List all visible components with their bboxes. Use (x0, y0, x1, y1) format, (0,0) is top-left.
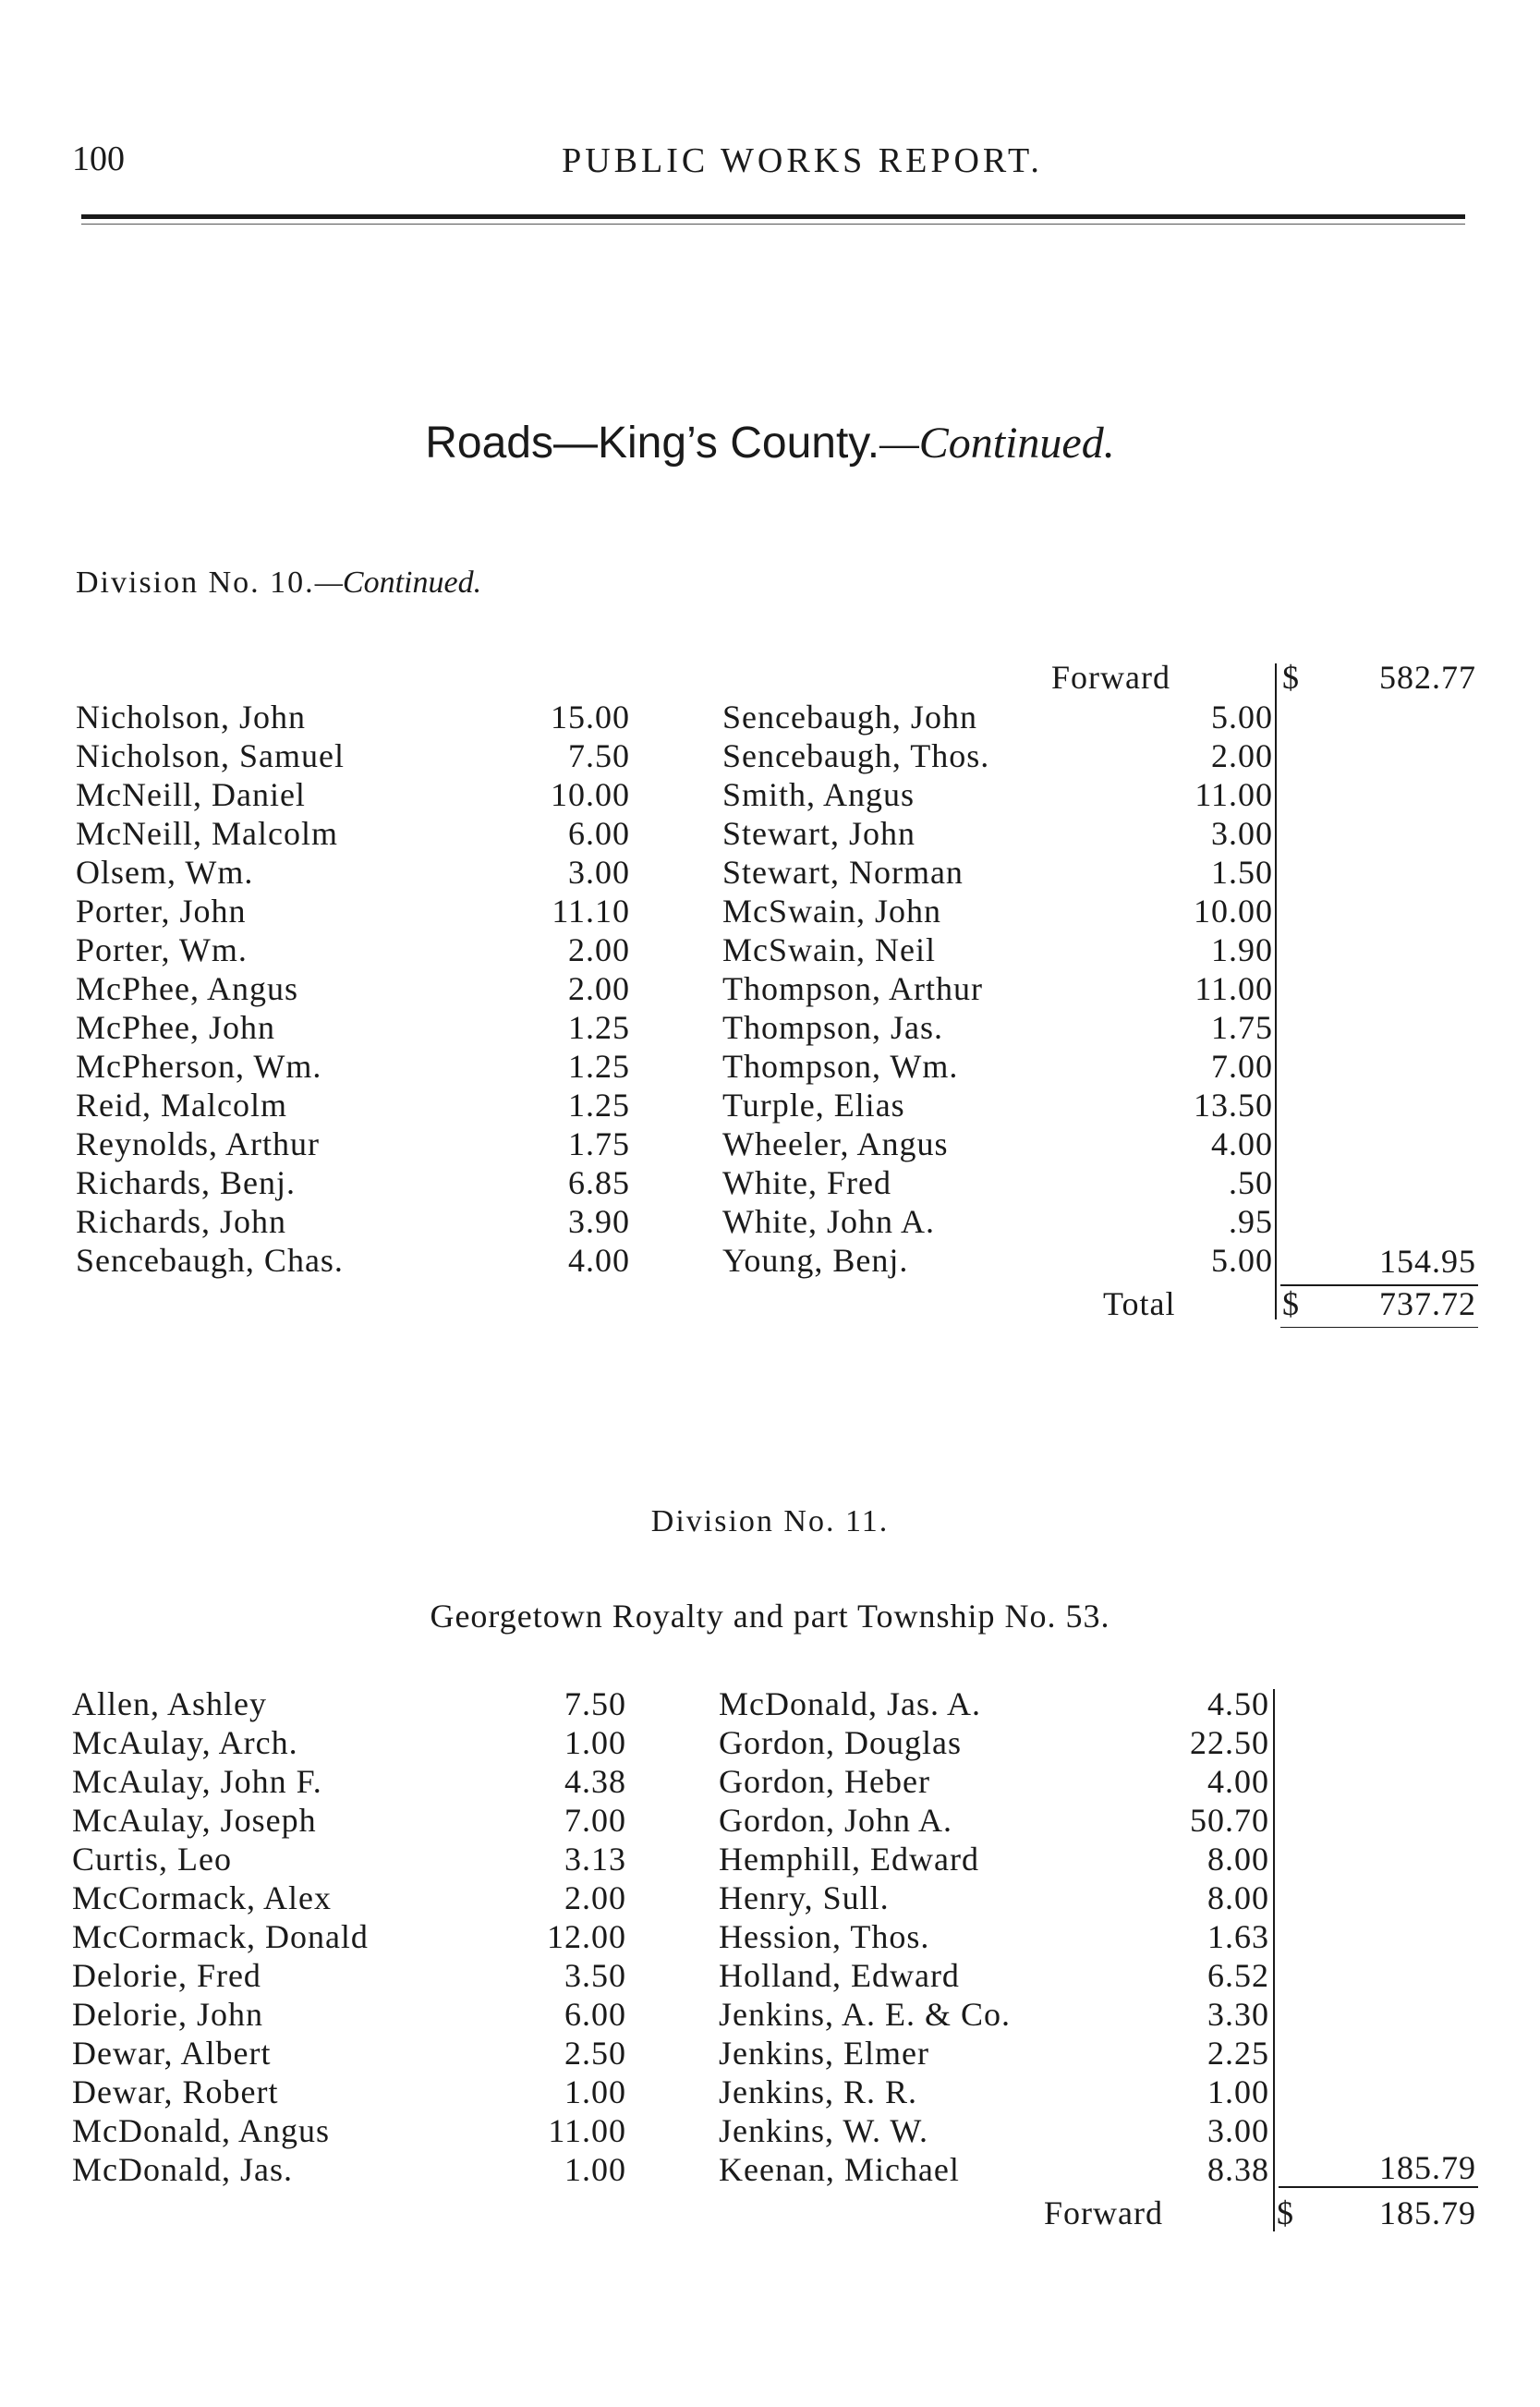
entry-row (76, 775, 630, 814)
entry-row (722, 775, 1277, 814)
entry-amount: 8.38 (1207, 2151, 1269, 2188)
entry-amount: 22.50 (1190, 1724, 1269, 1761)
entry-row (719, 1684, 1273, 1723)
entry-row (722, 1163, 1277, 1202)
entry-name: Turple, Elias (722, 1087, 905, 1124)
entry-row (719, 1801, 1273, 1840)
entry-name: Olsem, Wm. (76, 854, 254, 891)
division-11-subtotal: 185.79 (1379, 2149, 1476, 2186)
forward-dollar: $ (1282, 659, 1300, 696)
entry-amount: 6.52 (1207, 1957, 1269, 1994)
entry-amount: 2.00 (1211, 737, 1273, 774)
entry-row (72, 1840, 626, 1878)
entry-name: Delorie, John (72, 1996, 263, 2033)
entry-row (722, 853, 1277, 892)
entry-row (72, 2034, 626, 2073)
entry-amount: 1.00 (564, 2073, 626, 2110)
entry-amount: 6.85 (568, 1164, 630, 1201)
entry-amount: 11.00 (1194, 970, 1273, 1007)
entry-amount: 7.00 (564, 1802, 626, 1839)
entry-name: Thompson, Arthur (722, 970, 983, 1007)
entry-name: McDonald, Jas. (72, 2151, 293, 2188)
entry-name: McCormack, Donald (72, 1918, 369, 1955)
total-label: Total (1103, 1285, 1176, 1322)
entry-name: Henry, Sull. (719, 1879, 890, 1916)
entry-name: Dewar, Albert (72, 2035, 272, 2072)
division-10-right-list (722, 698, 1277, 1280)
entry-amount: 15.00 (551, 699, 630, 735)
entry-amount: 3.00 (1211, 815, 1273, 852)
entry-row (76, 969, 630, 1008)
entry-amount: 4.00 (1207, 1763, 1269, 1800)
entry-amount: 4.38 (564, 1763, 626, 1800)
entry-amount: 1.00 (564, 1724, 626, 1761)
entry-name: Thompson, Wm. (722, 1048, 959, 1085)
division-11-right-list (719, 1684, 1273, 2189)
entry-amount: 1.00 (1207, 2073, 1269, 2110)
entry-row (719, 1840, 1273, 1878)
entry-name: Porter, John (76, 893, 247, 930)
entry-row (719, 2111, 1273, 2150)
entry-row (722, 814, 1277, 853)
entry-name: Reid, Malcolm (76, 1087, 287, 1124)
entry-name: Thompson, Jas. (722, 1009, 943, 1046)
entry-row (72, 1878, 626, 1917)
entry-name: Nicholson, John (76, 699, 306, 735)
total-rule (1280, 1327, 1478, 1328)
entry-row (72, 1995, 626, 2034)
entry-row (719, 1762, 1273, 1801)
entry-amount: 12.00 (547, 1918, 626, 1955)
entry-row (722, 1202, 1277, 1241)
entry-row (72, 2073, 626, 2111)
entry-amount: 4.50 (1207, 1685, 1269, 1722)
entry-row (76, 1202, 630, 1241)
entry-name: McSwain, John (722, 893, 941, 930)
entry-row (76, 1124, 630, 1163)
entry-name: McCormack, Alex (72, 1879, 332, 1916)
entry-name: McPhee, John (76, 1009, 275, 1046)
entry-amount: 11.00 (548, 2112, 626, 2149)
entry-row (722, 736, 1277, 775)
entry-amount: 7.50 (564, 1685, 626, 1722)
entry-name: Curtis, Leo (72, 1841, 232, 1878)
entry-row (76, 1163, 630, 1202)
entry-name: McDonald, Jas. A. (719, 1685, 981, 1722)
amount-column-rule (1275, 663, 1277, 1319)
entry-amount: 3.00 (1207, 2112, 1269, 2149)
entry-row (72, 1684, 626, 1723)
entry-row (72, 1917, 626, 1956)
entry-name: Stewart, Norman (722, 854, 964, 891)
entry-name: Hemphill, Edward (719, 1841, 979, 1878)
entry-row (72, 1801, 626, 1840)
division-10-heading-continued: —Continued. (314, 565, 482, 600)
entry-name: Gordon, Douglas (719, 1724, 962, 1761)
entry-name: McAulay, Joseph (72, 1802, 317, 1839)
entry-name: McPhee, Angus (76, 970, 298, 1007)
entry-row (72, 2150, 626, 2189)
entry-amount: 2.00 (568, 970, 630, 1007)
entry-name: Gordon, Heber (719, 1763, 930, 1800)
entry-amount: 5.00 (1211, 699, 1273, 735)
entry-row (76, 892, 630, 930)
entry-name: Porter, Wm. (76, 931, 248, 968)
entry-amount: 6.00 (564, 1996, 626, 2033)
section-title (0, 418, 1540, 468)
entry-amount: 1.25 (568, 1048, 630, 1085)
entry-row (76, 1241, 630, 1280)
entry-row (722, 1008, 1277, 1047)
entry-amount: 2.25 (1207, 2035, 1269, 2072)
division-10-heading (76, 565, 481, 601)
entry-amount: 1.25 (568, 1087, 630, 1124)
entry-amount: 3.90 (568, 1203, 630, 1240)
entry-amount: 10.00 (551, 776, 630, 813)
header-rule (81, 214, 1465, 219)
entry-name: Wheeler, Angus (722, 1125, 949, 1162)
entry-amount: 1.50 (1211, 854, 1273, 891)
entry-amount: 8.00 (1207, 1841, 1269, 1878)
entry-amount: 1.25 (568, 1009, 630, 1046)
entry-name: White, Fred (722, 1164, 891, 1201)
entry-row (72, 1723, 626, 1762)
entry-name: Jenkins, R. R. (719, 2073, 918, 2110)
entry-row (719, 1917, 1273, 1956)
entry-row (722, 892, 1277, 930)
entry-row (722, 698, 1277, 736)
entry-name: McDonald, Angus (72, 2112, 330, 2149)
entry-amount: 7.50 (568, 737, 630, 774)
entry-row (722, 1124, 1277, 1163)
entry-row (76, 736, 630, 775)
entry-row (719, 2150, 1273, 2189)
entry-amount: 10.00 (1194, 893, 1273, 930)
entry-row (72, 1762, 626, 1801)
entry-name: Sencebaugh, Thos. (722, 737, 990, 774)
entry-row (76, 1008, 630, 1047)
entry-name: Richards, Benj. (76, 1164, 296, 1201)
entry-amount: 13.50 (1194, 1087, 1273, 1124)
division-11-forward-dollar: $ (1277, 2194, 1294, 2231)
entry-amount: 2.00 (568, 931, 630, 968)
entry-name: McNeill, Daniel (76, 776, 306, 813)
entry-amount: 1.75 (568, 1125, 630, 1162)
entry-name: McNeill, Malcolm (76, 815, 338, 852)
total-amount: 737.72 (1379, 1285, 1476, 1322)
entry-amount: 3.13 (564, 1841, 626, 1878)
entry-name: Reynolds, Arthur (76, 1125, 320, 1162)
entry-row (76, 853, 630, 892)
entry-amount: 4.00 (1211, 1125, 1273, 1162)
entry-name: Hession, Thos. (719, 1918, 930, 1955)
entry-name: McSwain, Neil (722, 931, 936, 968)
entry-name: Gordon, John A. (719, 1802, 953, 1839)
entry-name: Richards, John (76, 1203, 286, 1240)
entry-row (722, 930, 1277, 969)
forward-amount: 582.77 (1379, 659, 1476, 696)
entry-amount: 6.00 (568, 815, 630, 852)
entry-row (722, 969, 1277, 1008)
entry-amount: 1.63 (1207, 1918, 1269, 1955)
entry-name: Keenan, Michael (719, 2151, 960, 2188)
entry-name: Jenkins, A. E. & Co. (719, 1996, 1012, 2033)
entry-name: White, John A. (722, 1203, 935, 1240)
entry-name: McAulay, Arch. (72, 1724, 298, 1761)
entry-amount: 2.00 (564, 1879, 626, 1916)
division-10-heading-text: Division No. 10. (76, 565, 315, 600)
entry-amount: .95 (1229, 1203, 1273, 1240)
entry-name: McAulay, John F. (72, 1763, 322, 1800)
entry-row (719, 1878, 1273, 1917)
entry-row (719, 2034, 1273, 2073)
entry-amount: 1.75 (1211, 1009, 1273, 1046)
entry-row (722, 1086, 1277, 1124)
entry-amount: 3.30 (1207, 1996, 1269, 2033)
entry-row (719, 1723, 1273, 1762)
section-title-continued: —Continued. (879, 419, 1115, 468)
division-10-subtotal: 154.95 (1379, 1243, 1476, 1280)
entry-amount: 3.00 (568, 854, 630, 891)
entry-amount: 2.50 (564, 2035, 626, 2072)
entry-amount: 11.10 (552, 893, 630, 930)
entry-name: Young, Benj. (722, 1242, 909, 1279)
forward-label: Forward (1051, 659, 1170, 696)
entry-amount: 8.00 (1207, 1879, 1269, 1916)
entry-amount: .50 (1229, 1164, 1273, 1201)
division-11-forward-label: Forward (1044, 2194, 1163, 2231)
amount-column-rule-2 (1273, 1689, 1275, 2231)
entry-name: Jenkins, Elmer (719, 2035, 929, 2072)
entry-name: Jenkins, W. W. (719, 2112, 929, 2149)
entry-amount: 3.50 (564, 1957, 626, 1994)
division-10-left-list (76, 698, 630, 1280)
entry-row (722, 1047, 1277, 1086)
entry-row (722, 1241, 1277, 1280)
division-11-left-list (72, 1684, 626, 2189)
entry-name: Dewar, Robert (72, 2073, 279, 2110)
page-number: 100 (72, 140, 125, 178)
running-title: PUBLIC WORKS REPORT. (562, 141, 1043, 180)
entry-row (719, 1956, 1273, 1995)
entry-row (72, 2111, 626, 2150)
entry-row (76, 1086, 630, 1124)
entry-amount: 50.70 (1190, 1802, 1269, 1839)
total-dollar: $ (1282, 1285, 1300, 1322)
division-11-subheading: Georgetown Royalty and part Township No. 53. (430, 1598, 1110, 1635)
entry-amount: 11.00 (1194, 776, 1273, 813)
entry-name: Stewart, John (722, 815, 916, 852)
division-11-heading: Division No. 11. (650, 1504, 890, 1538)
entry-row (719, 2073, 1273, 2111)
entry-name: Delorie, Fred (72, 1957, 261, 1994)
entry-row (72, 1956, 626, 1995)
entry-row (76, 930, 630, 969)
entry-amount: 5.00 (1211, 1242, 1273, 1279)
entry-name: Smith, Angus (722, 776, 916, 813)
entry-amount: 4.00 (568, 1242, 630, 1279)
entry-name: McPherson, Wm. (76, 1048, 322, 1085)
entry-name: Allen, Ashley (72, 1685, 267, 1722)
entry-amount: 1.90 (1211, 931, 1273, 968)
header-rule-thin (81, 224, 1465, 225)
section-title-main: Roads—King’s County. (425, 419, 880, 468)
entry-name: Sencebaugh, John (722, 699, 977, 735)
entry-amount: 7.00 (1211, 1048, 1273, 1085)
entry-amount: 1.00 (564, 2151, 626, 2188)
entry-name: Holland, Edward (719, 1957, 960, 1994)
entry-name: Nicholson, Samuel (76, 737, 345, 774)
division-11-forward-amount: 185.79 (1379, 2194, 1476, 2231)
entry-row (76, 814, 630, 853)
entry-row (76, 698, 630, 736)
entry-row (76, 1047, 630, 1086)
entry-name: Sencebaugh, Chas. (76, 1242, 344, 1279)
entry-row (719, 1995, 1273, 2034)
